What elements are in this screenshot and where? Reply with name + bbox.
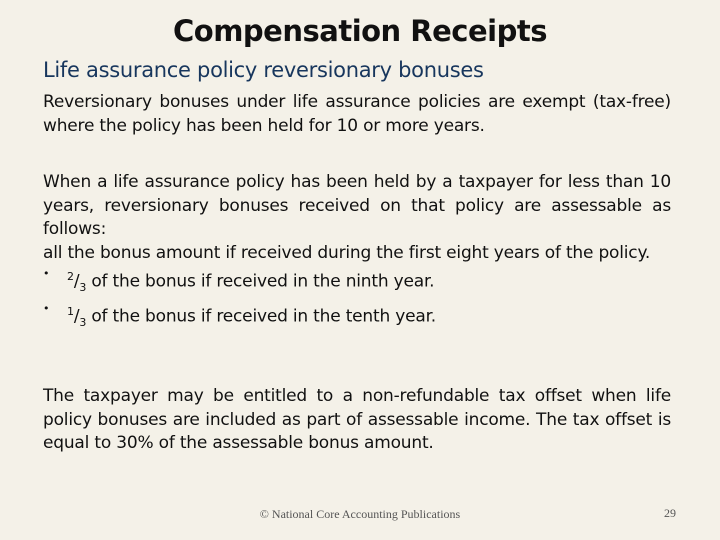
footer-copyright: © National Core Accounting Publications	[259, 507, 461, 521]
fraction-denominator: 3	[79, 281, 87, 295]
fraction-slash: /	[73, 306, 80, 327]
assessable-intro-text: When a life assurance policy has been held by a taxpayer for less than 10 years, reversionary bonuses received on that policy are assessable as follows:	[43, 172, 671, 239]
bullet-item-ninth-year	[43, 265, 671, 300]
fraction-slash: /	[73, 271, 80, 292]
fraction-denominator: 3	[79, 315, 87, 329]
fraction-numerator: 2	[67, 270, 74, 283]
bullet-icon: •	[43, 267, 50, 280]
page-number: 29	[664, 506, 676, 520]
slide-title: Compensation Receipts	[173, 14, 547, 48]
exemption-paragraph: Reversionary bonuses under life assurance policies are exempt (tax-free) where the policy has been held for 10 or more years.	[43, 92, 671, 136]
assessable-bonus-section	[43, 171, 671, 334]
tax-offset-paragraph: The taxpayer may be entitled to a non-refundable tax offset when life policy bonuses are included as part of assessable income. The tax offset is equal to 30% of the assessable bonus amount.	[43, 386, 671, 453]
fraction-one-third	[67, 300, 86, 335]
bullet-text: of the bonus if received in the tenth year.	[86, 306, 436, 327]
bullet-text: of the bonus if received in the ninth year.	[86, 271, 435, 292]
slide-subtitle: Life assurance policy reversionary bonuses	[43, 58, 484, 82]
first-eight-years-text: all the bonus amount if received during the first eight years of the policy.	[43, 242, 651, 263]
fraction-numerator: 1	[67, 304, 74, 318]
fraction-two-thirds	[67, 265, 86, 300]
bullet-item-tenth-year	[43, 300, 671, 335]
bullet-icon: •	[43, 301, 50, 315]
